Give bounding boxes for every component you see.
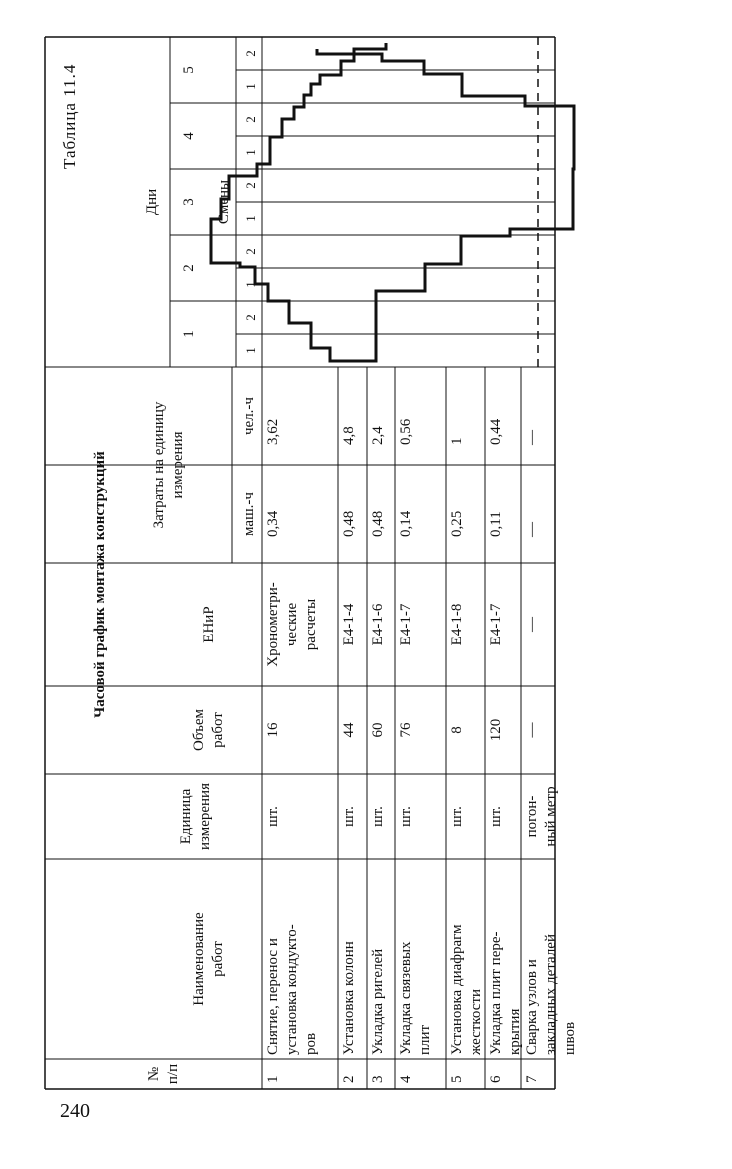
row-work-name-line: ров — [303, 1032, 319, 1055]
row-work-name-line: швов — [562, 1021, 578, 1055]
header-costs: Затраты на единицу измерения — [151, 401, 186, 529]
row-unit — [448, 774, 467, 859]
row-unit — [369, 774, 388, 859]
row-work-name-line: Укладка ригелей — [370, 948, 386, 1055]
row-volume-line: 16 — [265, 722, 281, 738]
row-volume-line: 60 — [370, 722, 386, 738]
row-man-hours-line: 4,8 — [341, 426, 357, 445]
row-number — [369, 1059, 388, 1083]
row-unit-line: погон- — [524, 795, 540, 838]
row-volume — [369, 686, 388, 774]
row-man-hours-line: 2,4 — [370, 426, 386, 445]
row-unit — [264, 774, 283, 859]
row-volume-line: 76 — [398, 722, 414, 738]
row-volume — [264, 686, 283, 774]
header-chel: чел.-ч — [241, 397, 257, 435]
shift-number: 1 — [243, 83, 258, 90]
row-volume — [340, 686, 359, 774]
header-mash: маш.-ч — [241, 492, 257, 536]
row-number — [448, 1059, 467, 1083]
row-work-name — [397, 859, 435, 1055]
row-mash-hours-line: 0,48 — [370, 510, 386, 537]
table-caption: Таблица 11.4 — [60, 63, 79, 169]
row-mash-hours — [523, 465, 542, 537]
row-work-name — [487, 859, 525, 1055]
row-work-name-line: Укладка плит пере- — [488, 931, 504, 1055]
row-man-hours — [264, 367, 283, 445]
row-volume — [523, 686, 542, 774]
row-number-line: 7 — [524, 1075, 540, 1083]
row-unit-line: шт. — [341, 806, 357, 827]
row-unit-line: шт. — [449, 806, 465, 827]
row-volume-line: 120 — [488, 718, 504, 742]
row-unit-line: шт. — [398, 806, 414, 827]
row-unit — [340, 774, 359, 859]
row-enir-line: ческие — [284, 602, 300, 647]
row-man-hours — [523, 367, 542, 445]
day-number: 3 — [181, 198, 197, 206]
row-number-line: 5 — [449, 1075, 465, 1083]
table-title: Часовой график монтажа конструкций — [92, 451, 108, 718]
row-enir — [397, 563, 416, 686]
row-volume-line: 8 — [449, 726, 465, 734]
schedule-lower-steps — [317, 49, 574, 361]
day-number: 5 — [181, 66, 197, 74]
row-enir — [264, 563, 321, 686]
row-enir — [523, 563, 542, 686]
row-mash-hours — [340, 465, 359, 537]
header-name: Наименование работ — [191, 912, 226, 1006]
row-mash-hours-line: 0,25 — [449, 510, 465, 537]
row-work-name-line: Укладка связевых — [398, 941, 414, 1055]
row-man-hours — [340, 367, 359, 445]
row-number — [487, 1059, 506, 1083]
header-unit: Единица измерения — [178, 783, 213, 851]
row-enir-line: Е4-1-4 — [341, 603, 357, 646]
row-man-hours-line: 0,44 — [488, 418, 504, 445]
row-mash-hours-line: — — [524, 522, 540, 537]
row-enir-line: — — [524, 617, 540, 632]
row-man-hours-line: 3,62 — [265, 418, 281, 445]
row-mash-hours-line: 0,11 — [488, 511, 504, 537]
row-volume — [397, 686, 416, 774]
day-number: 1 — [181, 330, 197, 338]
row-work-name-line: плит — [417, 1024, 433, 1055]
row-mash-hours — [264, 465, 283, 537]
row-work-name — [264, 859, 321, 1055]
row-work-name-line: крытия — [507, 1008, 523, 1055]
row-enir-line: Хронометри- — [265, 582, 281, 667]
row-work-name-line: Снятие, перенос и — [265, 938, 281, 1055]
row-unit-line: шт. — [488, 806, 504, 827]
row-enir-line: расчеты — [303, 598, 319, 651]
row-work-name — [340, 859, 359, 1055]
row-man-hours — [487, 367, 506, 445]
row-enir — [340, 563, 359, 686]
shift-number: 2 — [243, 248, 258, 255]
row-number — [340, 1059, 359, 1083]
row-unit — [487, 774, 506, 859]
shift-number: 2 — [243, 50, 258, 57]
row-volume-line: 44 — [341, 722, 357, 738]
row-mash-hours-line: 0,34 — [265, 510, 281, 537]
row-work-name-line: Сварка узлов и — [524, 959, 540, 1055]
row-unit-line: шт. — [265, 806, 281, 827]
row-work-name-line: установка кондукто- — [284, 924, 300, 1055]
row-number — [523, 1059, 542, 1083]
row-work-name-line: жесткости — [468, 988, 484, 1055]
row-enir-line: Е4-1-7 — [398, 603, 414, 646]
row-volume-line: — — [524, 722, 540, 738]
row-enir — [369, 563, 388, 686]
row-man-hours — [369, 367, 388, 445]
page-number: 240 — [60, 1100, 90, 1122]
row-mash-hours — [487, 465, 506, 537]
row-man-hours — [397, 367, 416, 445]
row-man-hours-line: 1 — [449, 437, 465, 445]
row-unit — [523, 774, 561, 859]
row-man-hours-line: 0,56 — [398, 418, 414, 445]
row-unit-line: ный метр — [543, 786, 559, 847]
shift-number: 1 — [243, 281, 258, 288]
header-num: № п/п — [146, 1063, 181, 1085]
row-mash-hours — [397, 465, 416, 537]
shift-number: 2 — [243, 116, 258, 123]
row-work-name-line: Установка диафрагм — [449, 924, 465, 1055]
row-number-line: 2 — [341, 1075, 357, 1083]
row-work-name — [448, 859, 486, 1055]
header-shifts: Смены — [216, 179, 232, 225]
row-mash-hours — [369, 465, 388, 537]
shift-number: 2 — [243, 182, 258, 189]
shift-number: 1 — [243, 149, 258, 156]
row-enir-line: Е4-1-6 — [370, 603, 386, 646]
header-enir: ЕНиР — [201, 606, 217, 643]
row-unit-line: шт. — [370, 806, 386, 827]
row-enir-line: Е4-1-8 — [449, 603, 465, 646]
header-days: Дни — [144, 188, 160, 216]
row-mash-hours-line: 0,48 — [341, 510, 357, 537]
row-mash-hours — [448, 465, 467, 537]
row-mash-hours-line: 0,14 — [398, 510, 414, 537]
shift-number: 1 — [243, 347, 258, 354]
row-volume — [448, 686, 467, 774]
row-number-line: 6 — [488, 1075, 504, 1083]
row-number — [397, 1059, 416, 1083]
row-volume — [487, 686, 506, 774]
row-enir — [448, 563, 467, 686]
row-enir-line: Е4-1-7 — [488, 603, 504, 646]
row-enir — [487, 563, 506, 686]
shift-number: 1 — [243, 215, 258, 222]
day-number: 4 — [181, 132, 197, 140]
row-number-line: 1 — [265, 1075, 281, 1083]
row-man-hours — [448, 367, 467, 445]
row-number — [264, 1059, 283, 1083]
row-work-name-line: Установка колонн — [341, 941, 357, 1055]
row-number-line: 4 — [398, 1075, 414, 1083]
row-work-name-line: закладных деталей — [543, 934, 559, 1055]
row-man-hours-line: — — [524, 430, 540, 445]
row-work-name — [523, 859, 580, 1055]
row-work-name — [369, 859, 388, 1055]
shift-number: 2 — [243, 314, 258, 321]
day-number: 2 — [181, 264, 197, 272]
row-number-line: 3 — [370, 1075, 386, 1083]
header-volume: Объем работ — [191, 709, 226, 751]
row-unit — [397, 774, 416, 859]
